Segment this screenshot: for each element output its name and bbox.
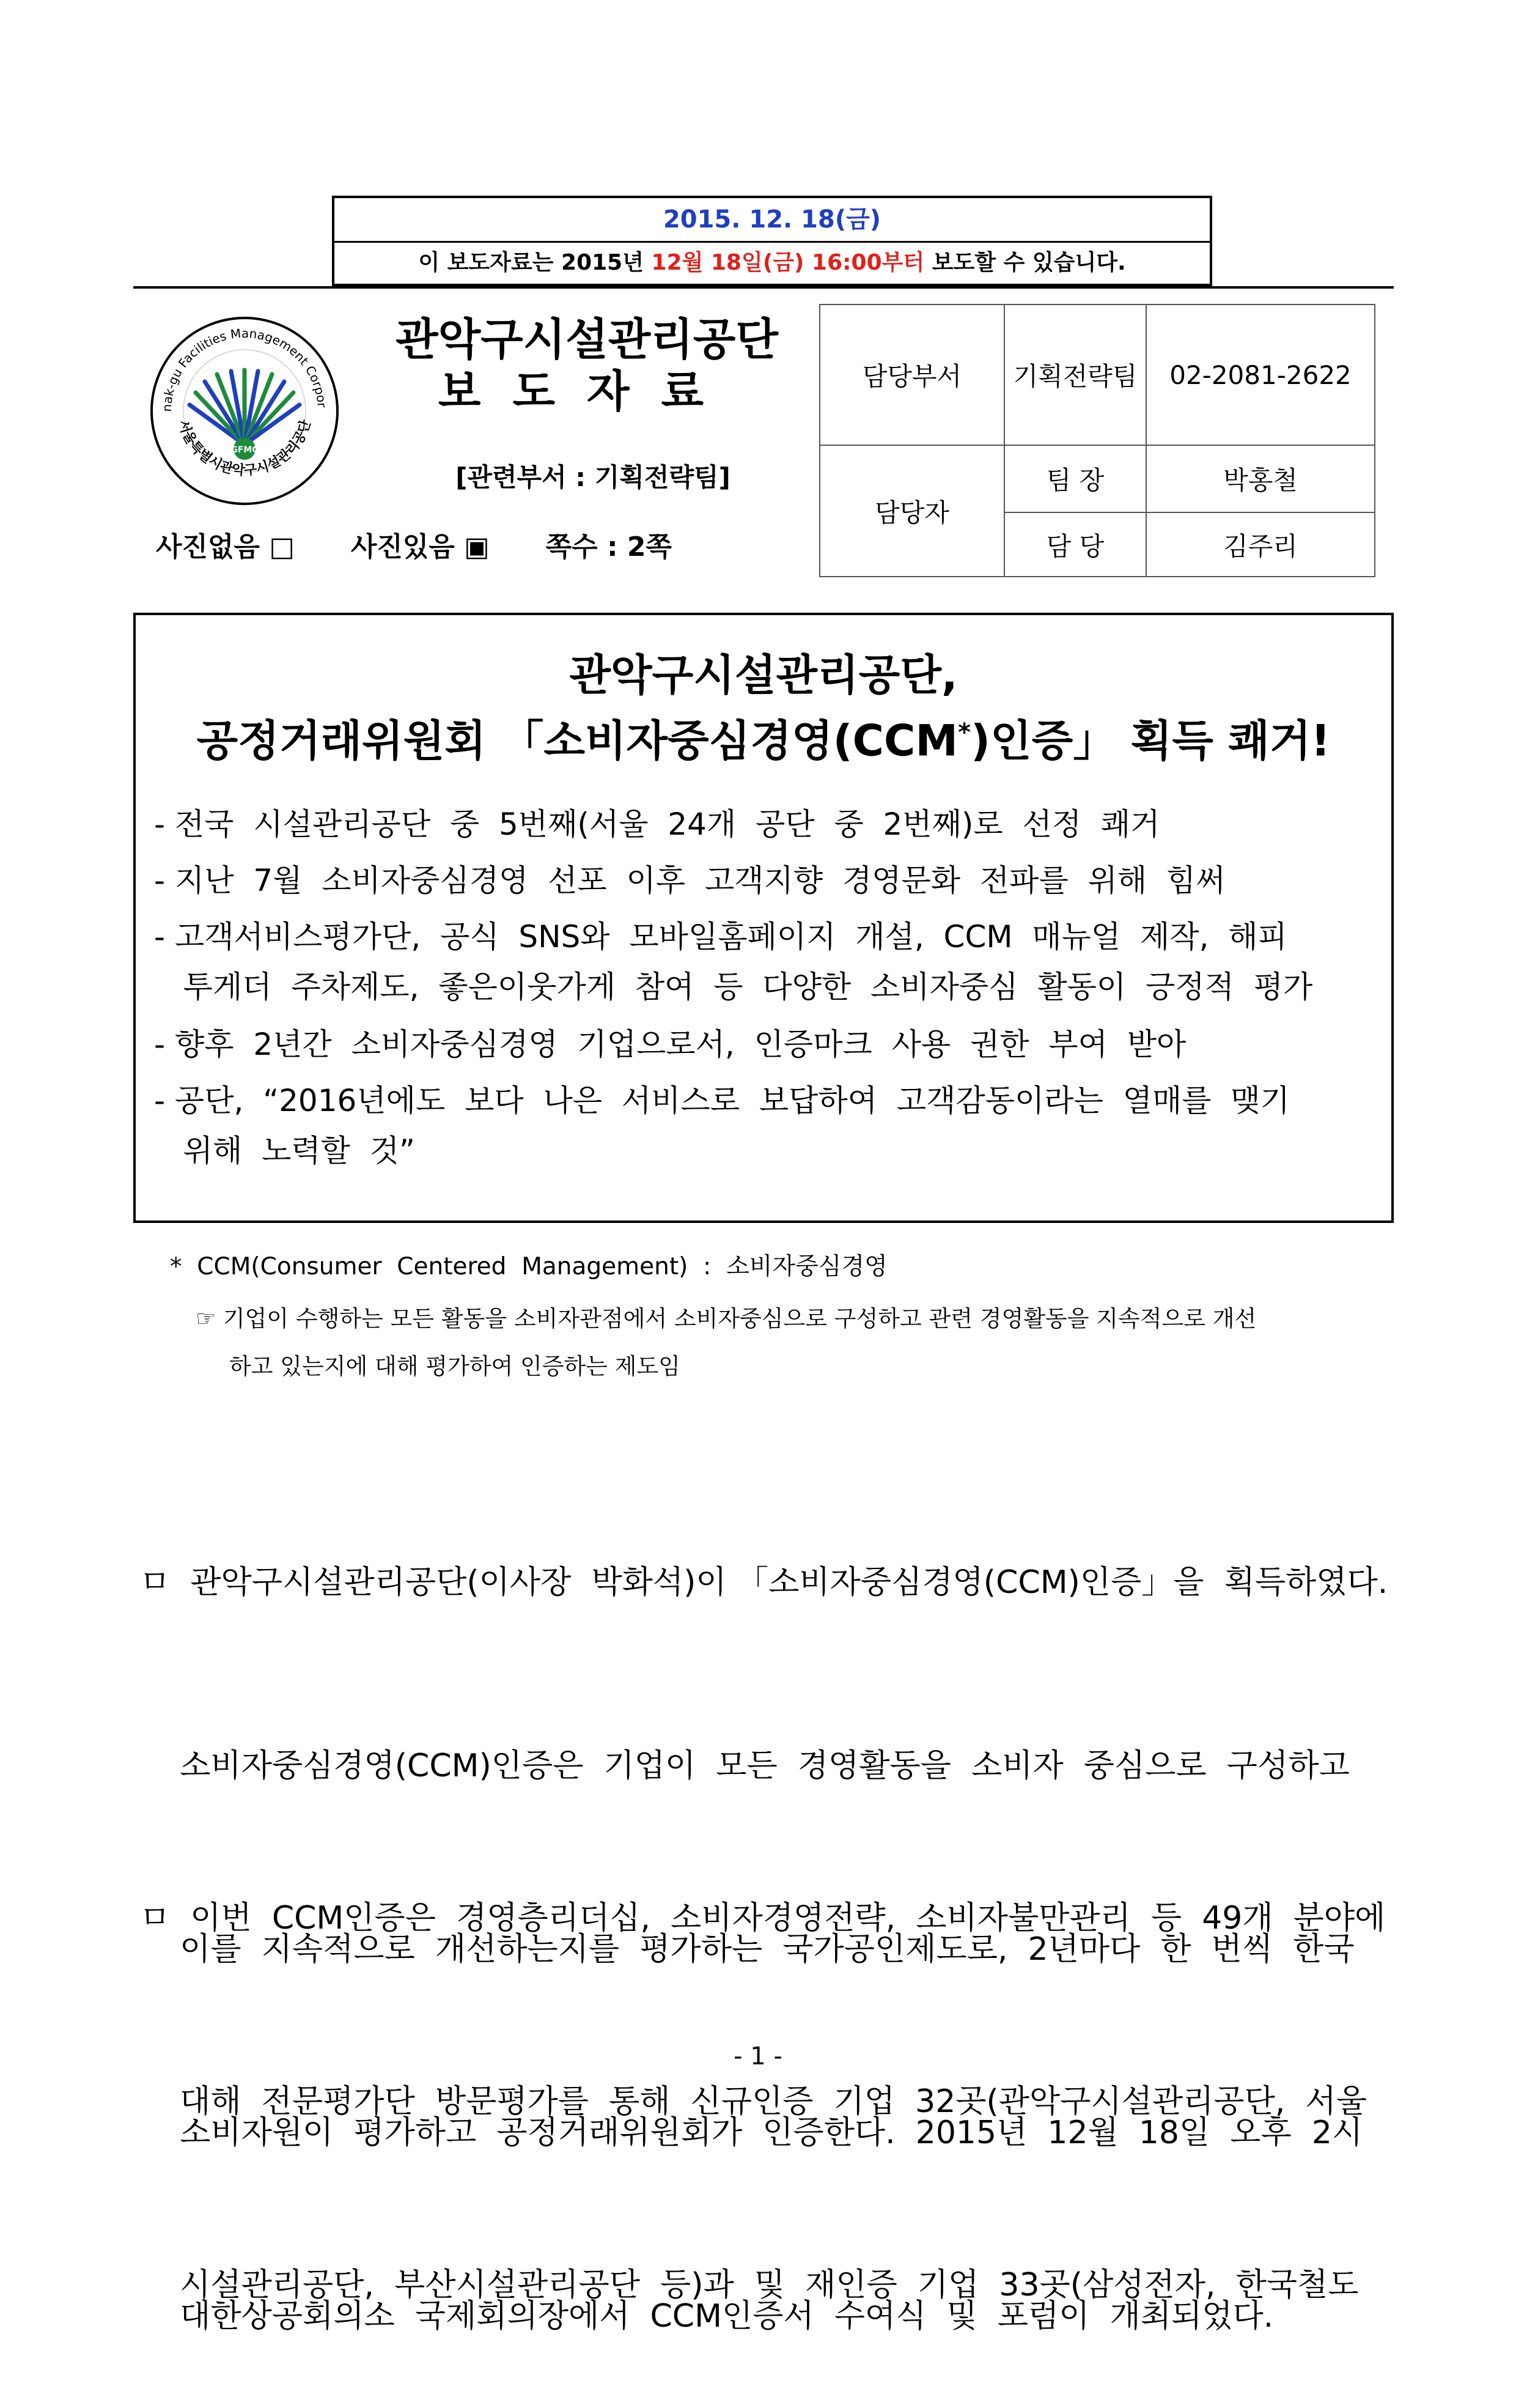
contact-table — [819, 304, 1375, 577]
headline-line-2: 공정거래위원회 「소비자중심경영(CCM*)인증」 획득 쾌거! — [196, 715, 1331, 766]
embargo-notice — [334, 242, 1210, 285]
summary-bullet: - 고객서비스평가단, 공식 SNS와 모바일홈페이지 개설, CCM 매뉴얼 제작, 해피 — [154, 919, 1287, 955]
person-label: 담당자 — [820, 445, 1004, 577]
body-paragraph-2: ㅁ 이번 CCM인증은 경영층리더십, 소비자경영전략, 소비자불만관리 등 49개 분야에 대해 전문평가단 방문평가를 통해 신규인증 기업 32곳(관악구시설관리공단, 서울 시설관리공단, 부산시설관리공단 등)과 및 재인증 기업 33곳(삼성전자, 한국철도 — [139, 1900, 1386, 2303]
photo-page-info — [156, 525, 672, 564]
team-lead-name: 박홍철 — [1146, 445, 1375, 512]
summary-bullet: - 공단, “2016년에도 보다 나은 서비스로 보답하여 고객감동이라는 열매를 맺기 — [154, 1083, 1290, 1118]
staff-label: 담 당 — [1004, 512, 1146, 577]
organization-name: 관악구시설관리공단 — [396, 314, 778, 365]
page-number: - 1 - — [734, 2042, 782, 2070]
photo-none-checkbox: 사진없음 □ — [156, 531, 295, 563]
embargo-suffix: 보도할 수 있습니다. — [924, 250, 1126, 275]
release-date: 2015. 12. 18(금) — [334, 198, 1210, 243]
summary-bullet: - 지난 7월 소비자중심경영 선포 이후 고객지향 경영문화 전파를 위해 힘써 — [154, 863, 1226, 898]
ccm-footnote-detail: ☞ 기업이 수행하는 모든 활동을 소비자관점에서 소비자중심으로 구성하고 관련 경영활동을 지속적으로 개선 하고 있는지에 대해 평가하여 인증하는 제도임 — [196, 1306, 1257, 1379]
summary-bullet: 위해 노력할 것” — [154, 1133, 415, 1169]
release-date-box — [332, 196, 1212, 286]
document-type: 보도자료 — [438, 366, 736, 417]
dept-phone: 02-2081-2622 — [1146, 305, 1375, 445]
body-paragraph-1: ㅁ 관악구시설관리공단(이사장 박화석)이 「소비자중심경영(CCM)인증」을 획득하였다. 소비자중심경영(CCM)인증은 기업이 모든 경영활동을 소비자 중심으로 구성하고 이를 지속적으로 개선하는지를 평가하는 국가공인제도로, 2년마다 한 번씩 한국 소비자원이 평가하고 공정거래위원회가 인증한다. 2015년 12월 18일 오후 2시 대한상공회의소 국제회의장에서 CCM인증서 수여식 및 포럼이 개최되었다. — [139, 1564, 1388, 2335]
embargo-prefix: 이 보도자료는 2015년 — [418, 250, 652, 275]
gfmc-logo — [147, 313, 342, 509]
dept-label: 담당부서 — [820, 305, 1004, 445]
summary-bullet: - 향후 2년간 소비자중심경영 기업으로서, 인증마크 사용 권한 부여 받아 — [154, 1027, 1187, 1062]
photo-yes-checkbox: 사진있음 ▣ — [350, 531, 490, 563]
page-count: 쪽수 : 2쪽 — [545, 531, 672, 563]
header-divider — [133, 286, 1394, 289]
summary-bullet: - 전국 시설관리공단 중 5번째(서울 24개 공단 중 2번째)로 선정 쾌거 — [154, 807, 1160, 842]
ccm-footnote: * CCM(Consumer Centered Management) : 소비자중심경영 — [170, 1253, 888, 1280]
embargo-time: 12월 18일(금) 16:00부터 — [651, 250, 925, 275]
logo-abbreviation: GFMC — [230, 445, 259, 455]
headline-box — [133, 613, 1394, 1223]
svg-text:Gwanak-gu Facilities Managemen — [147, 313, 329, 412]
related-department: [관련부서 : 기획전략팀] — [455, 462, 730, 492]
headline-line-1: 관악구시설관리공단, — [569, 650, 958, 700]
staff-name: 김주리 — [1146, 512, 1375, 577]
logo-korean-text: 서울특별시관악구시설관리공단 — [175, 418, 314, 479]
logo-ring-text: nak-gu Facilities Management Corpor — [159, 325, 329, 412]
summary-bullet: 투게더 주차제도, 좋은이웃가게 참여 등 다양한 소비자중심 활동이 긍정적 평가 — [154, 969, 1313, 1005]
team-lead-label: 팀 장 — [1004, 445, 1146, 512]
dept-name: 기획전략팀 — [1004, 305, 1146, 445]
